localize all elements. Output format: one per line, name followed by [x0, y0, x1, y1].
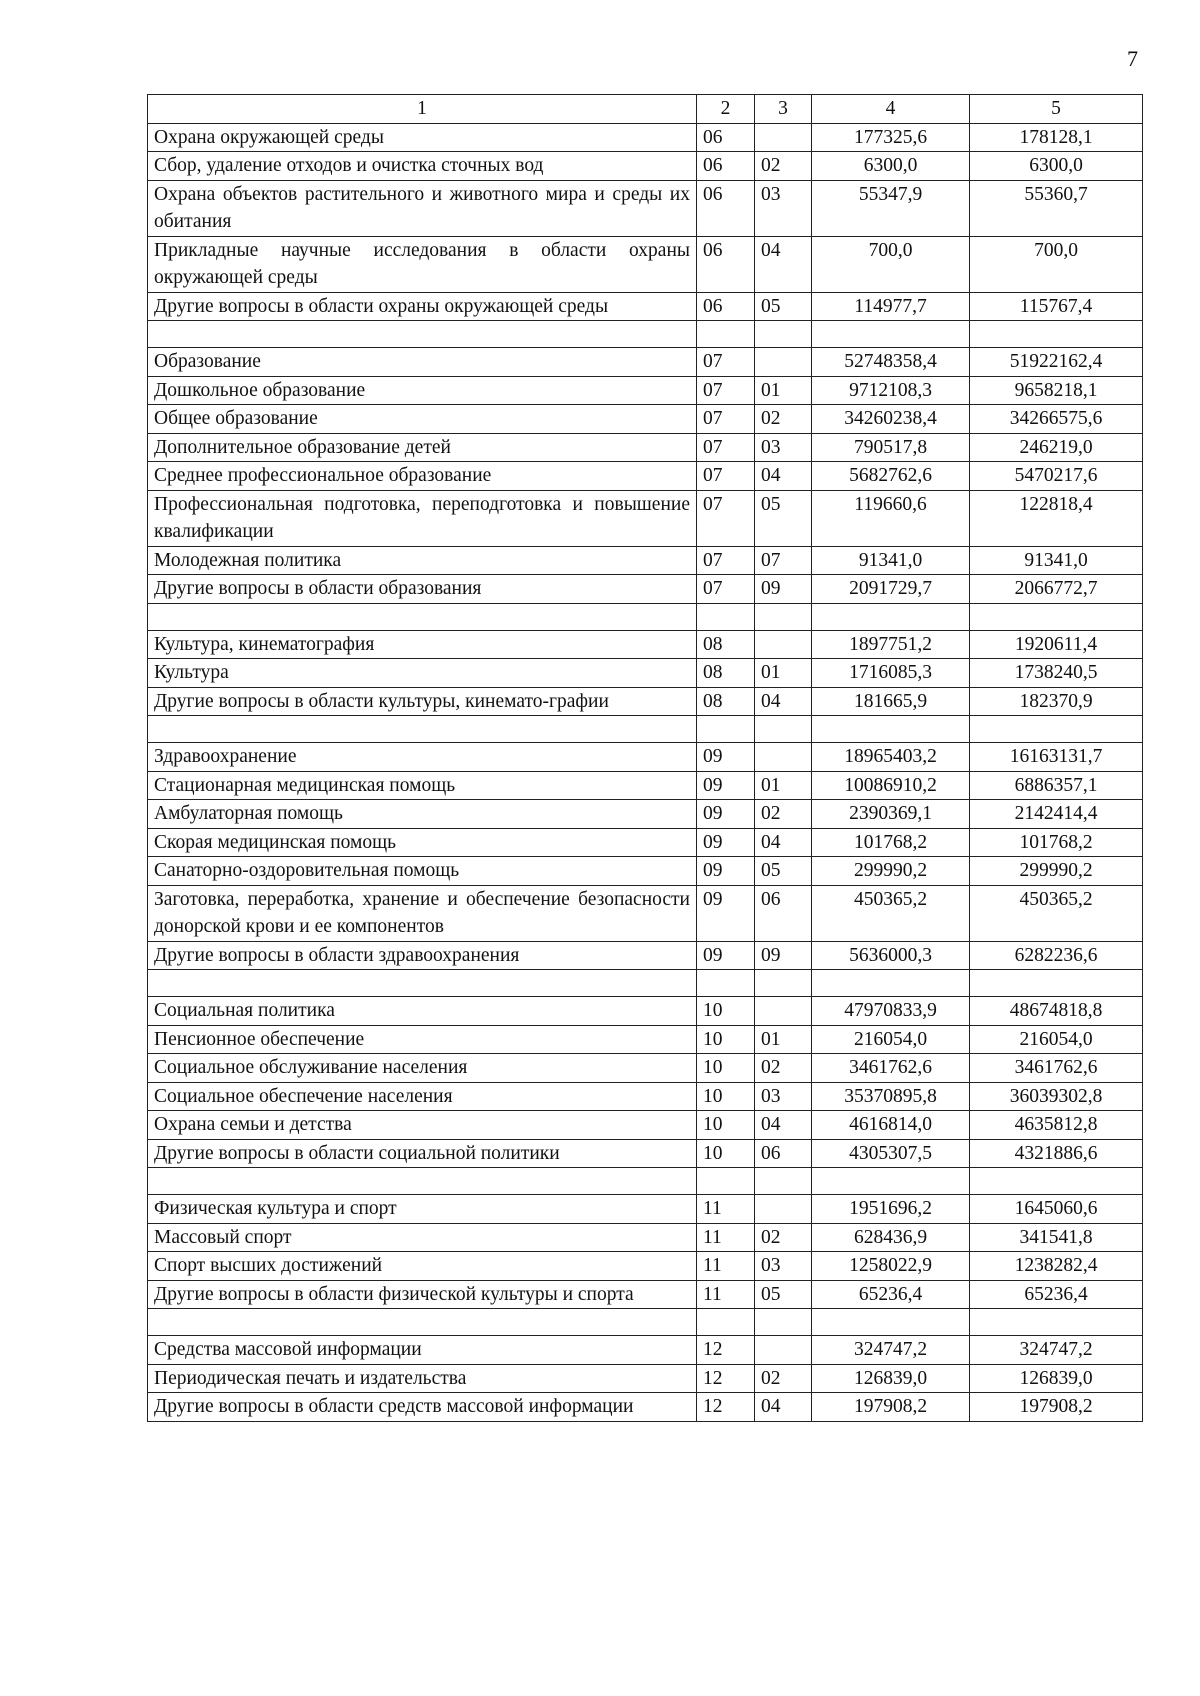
- row-subsection: [755, 997, 812, 1026]
- row-name: Стационарная медицинская помощь: [148, 771, 697, 800]
- row-value-col4: 299990,2: [812, 857, 970, 886]
- table-row: [148, 433, 1143, 462]
- row-section: 12: [697, 1364, 755, 1393]
- row-value-col5: 3461762,6: [970, 1054, 1143, 1083]
- row-name: Другие вопросы в области образования: [148, 575, 697, 604]
- spacer-cell: [812, 321, 970, 348]
- row-subsection: 07: [755, 546, 812, 575]
- row-subsection: 04: [755, 462, 812, 491]
- row-value-col5: 1738240,5: [970, 659, 1143, 688]
- row-section: 11: [697, 1223, 755, 1252]
- row-value-col5: 126839,0: [970, 1364, 1143, 1393]
- table-row: [148, 1336, 1143, 1365]
- table-row: [148, 800, 1143, 829]
- spacer-cell: [755, 321, 812, 348]
- row-subsection: 05: [755, 857, 812, 886]
- row-value-col4: 790517,8: [812, 433, 970, 462]
- row-section: 09: [697, 857, 755, 886]
- row-section: 06: [697, 236, 755, 292]
- page-number: 7: [1127, 46, 1138, 71]
- spacer-cell: [812, 603, 970, 630]
- row-value-col5: 6886357,1: [970, 771, 1143, 800]
- row-value-col5: 36039302,8: [970, 1082, 1143, 1111]
- row-value-col5: 1920611,4: [970, 630, 1143, 659]
- row-subsection: [755, 743, 812, 772]
- row-name: Амбулаторная помощь: [148, 800, 697, 829]
- spacer-cell: [755, 1168, 812, 1195]
- table-row: [148, 1111, 1143, 1140]
- row-name: Социальное обслуживание населения: [148, 1054, 697, 1083]
- table-row: [148, 630, 1143, 659]
- spacer-cell: [970, 321, 1143, 348]
- row-subsection: [755, 123, 812, 152]
- spacer-cell: [812, 970, 970, 997]
- row-value-col4: 52748358,4: [812, 348, 970, 377]
- column-header-3: 3: [755, 95, 812, 124]
- row-value-col4: 324747,2: [812, 1336, 970, 1365]
- row-section: 10: [697, 1054, 755, 1083]
- row-section: 10: [697, 1111, 755, 1140]
- row-value-col5: 4321886,6: [970, 1139, 1143, 1168]
- row-section: 09: [697, 800, 755, 829]
- row-value-col5: 197908,2: [970, 1393, 1143, 1422]
- table-row: [148, 376, 1143, 405]
- row-value-col4: 2390369,1: [812, 800, 970, 829]
- spacer-cell: [970, 1168, 1143, 1195]
- table-row: [148, 1082, 1143, 1111]
- row-name: Санаторно-оздоровительная помощь: [148, 857, 697, 886]
- table-row: [148, 123, 1143, 152]
- table-row: [148, 1195, 1143, 1224]
- row-subsection: 04: [755, 687, 812, 716]
- row-name: Сбор, удаление отходов и очистка сточных вод: [148, 152, 697, 181]
- table-row: [148, 292, 1143, 321]
- row-value-col4: 10086910,2: [812, 771, 970, 800]
- table-row: [148, 490, 1143, 546]
- row-name: Образование: [148, 348, 697, 377]
- row-name: Другие вопросы в области физической культуры и спорта: [148, 1280, 697, 1309]
- table-row: [148, 885, 1143, 941]
- row-subsection: 05: [755, 490, 812, 546]
- table-row: [148, 743, 1143, 772]
- row-section: 07: [697, 462, 755, 491]
- spacer-cell: [755, 716, 812, 743]
- row-name: Другие вопросы в области социальной политики: [148, 1139, 697, 1168]
- spacer-row: [148, 970, 1143, 997]
- row-value-col4: 2091729,7: [812, 575, 970, 604]
- row-value-col5: 51922162,4: [970, 348, 1143, 377]
- row-value-col5: 9658218,1: [970, 376, 1143, 405]
- row-section: 07: [697, 376, 755, 405]
- row-value-col4: 55347,9: [812, 180, 970, 236]
- spacer-cell: [148, 970, 697, 997]
- row-value-col4: 700,0: [812, 236, 970, 292]
- row-value-col4: 101768,2: [812, 828, 970, 857]
- row-value-col5: 700,0: [970, 236, 1143, 292]
- row-subsection: [755, 348, 812, 377]
- row-value-col4: 126839,0: [812, 1364, 970, 1393]
- spacer-cell: [755, 970, 812, 997]
- row-value-col5: 1238282,4: [970, 1252, 1143, 1281]
- row-section: 09: [697, 743, 755, 772]
- row-name: Охрана семьи и детства: [148, 1111, 697, 1140]
- row-subsection: 05: [755, 1280, 812, 1309]
- table-row: [148, 1054, 1143, 1083]
- table-row: [148, 659, 1143, 688]
- row-name: Культура: [148, 659, 697, 688]
- row-subsection: 02: [755, 1054, 812, 1083]
- column-header-5: 5: [970, 95, 1143, 124]
- row-name: Другие вопросы в области здравоохранения: [148, 941, 697, 970]
- row-section: 11: [697, 1195, 755, 1224]
- row-name: Охрана объектов растительного и животного мира и среды их обитания: [148, 180, 697, 236]
- row-name: Физическая культура и спорт: [148, 1195, 697, 1224]
- row-section: 06: [697, 123, 755, 152]
- table-row: [148, 828, 1143, 857]
- row-subsection: 01: [755, 376, 812, 405]
- row-value-col4: 450365,2: [812, 885, 970, 941]
- row-name: Скорая медицинская помощь: [148, 828, 697, 857]
- row-name: Массовый спорт: [148, 1223, 697, 1252]
- row-subsection: 01: [755, 1025, 812, 1054]
- row-section: 10: [697, 1139, 755, 1168]
- row-subsection: 03: [755, 433, 812, 462]
- row-section: 07: [697, 490, 755, 546]
- spacer-cell: [148, 321, 697, 348]
- row-name: Заготовка, переработка, хранение и обеспечение безопасности донорской крови и ее компонентов: [148, 885, 697, 941]
- table-row: [148, 941, 1143, 970]
- spacer-cell: [697, 970, 755, 997]
- row-value-col4: 34260238,4: [812, 405, 970, 434]
- row-value-col4: 1951696,2: [812, 1195, 970, 1224]
- row-value-col5: 341541,8: [970, 1223, 1143, 1252]
- row-value-col4: 6300,0: [812, 152, 970, 181]
- spacer-row: [148, 321, 1143, 348]
- table-row: [148, 997, 1143, 1026]
- row-value-col5: 299990,2: [970, 857, 1143, 886]
- row-name: Пенсионное обеспечение: [148, 1025, 697, 1054]
- row-value-col5: 91341,0: [970, 546, 1143, 575]
- spacer-row: [148, 603, 1143, 630]
- table-row: [148, 1364, 1143, 1393]
- spacer-cell: [148, 1309, 697, 1336]
- row-name: Социальное обеспечение населения: [148, 1082, 697, 1111]
- spacer-row: [148, 1168, 1143, 1195]
- row-subsection: 01: [755, 771, 812, 800]
- row-value-col5: 324747,2: [970, 1336, 1143, 1365]
- table-row: [148, 1393, 1143, 1422]
- row-value-col5: 450365,2: [970, 885, 1143, 941]
- row-section: 06: [697, 292, 755, 321]
- spacer-cell: [755, 1309, 812, 1336]
- spacer-cell: [812, 716, 970, 743]
- row-value-col4: 9712108,3: [812, 376, 970, 405]
- table-row: [148, 405, 1143, 434]
- column-header-2: 2: [697, 95, 755, 124]
- row-name: Другие вопросы в области средств массовой информации: [148, 1393, 697, 1422]
- row-section: 08: [697, 630, 755, 659]
- row-subsection: [755, 1336, 812, 1365]
- row-name: Культура, кинематография: [148, 630, 697, 659]
- row-section: 09: [697, 941, 755, 970]
- row-value-col5: 5470217,6: [970, 462, 1143, 491]
- row-value-col4: 1897751,2: [812, 630, 970, 659]
- row-name: Социальная политика: [148, 997, 697, 1026]
- spacer-cell: [697, 1309, 755, 1336]
- spacer-cell: [970, 1309, 1143, 1336]
- row-subsection: 02: [755, 1364, 812, 1393]
- row-name: Молодежная политика: [148, 546, 697, 575]
- table-row: [148, 857, 1143, 886]
- row-subsection: 02: [755, 405, 812, 434]
- spacer-cell: [970, 970, 1143, 997]
- row-section: 10: [697, 1082, 755, 1111]
- row-value-col4: 114977,7: [812, 292, 970, 321]
- row-subsection: [755, 630, 812, 659]
- column-header-1: 1: [148, 95, 697, 124]
- table-row: [148, 1139, 1143, 1168]
- row-name: Прикладные научные исследования в области охраны окружающей среды: [148, 236, 697, 292]
- row-value-col4: 628436,9: [812, 1223, 970, 1252]
- row-section: 10: [697, 1025, 755, 1054]
- row-value-col5: 216054,0: [970, 1025, 1143, 1054]
- spacer-cell: [148, 603, 697, 630]
- row-name: Дополнительное образование детей: [148, 433, 697, 462]
- row-section: 06: [697, 152, 755, 181]
- row-value-col5: 6300,0: [970, 152, 1143, 181]
- row-value-col4: 181665,9: [812, 687, 970, 716]
- spacer-cell: [970, 603, 1143, 630]
- row-subsection: 06: [755, 885, 812, 941]
- row-value-col5: 115767,4: [970, 292, 1143, 321]
- row-subsection: 04: [755, 1111, 812, 1140]
- row-subsection: 02: [755, 800, 812, 829]
- table-row: [148, 152, 1143, 181]
- spacer-cell: [148, 1168, 697, 1195]
- row-value-col4: 91341,0: [812, 546, 970, 575]
- row-value-col5: 2066772,7: [970, 575, 1143, 604]
- table-row: [148, 687, 1143, 716]
- row-value-col5: 48674818,8: [970, 997, 1143, 1026]
- row-value-col4: 47970833,9: [812, 997, 970, 1026]
- row-subsection: 06: [755, 1139, 812, 1168]
- row-name: Спорт высших достижений: [148, 1252, 697, 1281]
- row-value-col5: 55360,7: [970, 180, 1143, 236]
- row-value-col5: 122818,4: [970, 490, 1143, 546]
- row-section: 07: [697, 433, 755, 462]
- row-name: Среднее профессиональное образование: [148, 462, 697, 491]
- table-row: [148, 1252, 1143, 1281]
- table-row: [148, 575, 1143, 604]
- row-value-col4: 65236,4: [812, 1280, 970, 1309]
- table-row: [148, 771, 1143, 800]
- row-value-col5: 6282236,6: [970, 941, 1143, 970]
- row-value-col5: 4635812,8: [970, 1111, 1143, 1140]
- row-value-col4: 216054,0: [812, 1025, 970, 1054]
- row-subsection: 04: [755, 828, 812, 857]
- row-value-col4: 197908,2: [812, 1393, 970, 1422]
- row-subsection: 09: [755, 575, 812, 604]
- row-section: 10: [697, 997, 755, 1026]
- spacer-cell: [697, 603, 755, 630]
- row-subsection: 04: [755, 1393, 812, 1422]
- row-value-col5: 65236,4: [970, 1280, 1143, 1309]
- row-name: Общее образование: [148, 405, 697, 434]
- row-value-col5: 178128,1: [970, 123, 1143, 152]
- budget-table-body: [148, 95, 1143, 1422]
- row-value-col4: 5636000,3: [812, 941, 970, 970]
- row-value-col4: 5682762,6: [812, 462, 970, 491]
- spacer-cell: [697, 716, 755, 743]
- spacer-cell: [148, 716, 697, 743]
- spacer-cell: [697, 321, 755, 348]
- row-section: 09: [697, 771, 755, 800]
- row-name: Другие вопросы в области охраны окружающей среды: [148, 292, 697, 321]
- table-row: [148, 236, 1143, 292]
- row-section: 07: [697, 546, 755, 575]
- row-section: 09: [697, 828, 755, 857]
- row-subsection: 02: [755, 152, 812, 181]
- row-subsection: 02: [755, 1223, 812, 1252]
- column-header-4: 4: [812, 95, 970, 124]
- row-value-col4: 4305307,5: [812, 1139, 970, 1168]
- row-section: 08: [697, 659, 755, 688]
- row-subsection: 03: [755, 1082, 812, 1111]
- row-value-col4: 4616814,0: [812, 1111, 970, 1140]
- row-section: 08: [697, 687, 755, 716]
- row-value-col5: 16163131,7: [970, 743, 1143, 772]
- row-section: 11: [697, 1252, 755, 1281]
- row-name: Охрана окружающей среды: [148, 123, 697, 152]
- table-row: [148, 1280, 1143, 1309]
- row-subsection: 01: [755, 659, 812, 688]
- row-subsection: [755, 1195, 812, 1224]
- row-value-col4: 1258022,9: [812, 1252, 970, 1281]
- table-row: [148, 462, 1143, 491]
- row-section: 12: [697, 1336, 755, 1365]
- table-row: [148, 546, 1143, 575]
- row-section: 11: [697, 1280, 755, 1309]
- row-value-col5: 101768,2: [970, 828, 1143, 857]
- row-value-col5: 1645060,6: [970, 1195, 1143, 1224]
- row-name: Другие вопросы в области культуры, кинемато-графии: [148, 687, 697, 716]
- row-name: Профессиональная подготовка, переподготовка и повышение квалификации: [148, 490, 697, 546]
- row-value-col4: 1716085,3: [812, 659, 970, 688]
- row-section: 09: [697, 885, 755, 941]
- row-value-col5: 246219,0: [970, 433, 1143, 462]
- table-row: [148, 180, 1143, 236]
- spacer-cell: [755, 603, 812, 630]
- header-row: [148, 95, 1143, 124]
- spacer-cell: [970, 716, 1143, 743]
- row-subsection: 04: [755, 236, 812, 292]
- row-value-col4: 3461762,6: [812, 1054, 970, 1083]
- row-subsection: 09: [755, 941, 812, 970]
- row-value-col4: 119660,6: [812, 490, 970, 546]
- row-value-col4: 18965403,2: [812, 743, 970, 772]
- row-value-col5: 182370,9: [970, 687, 1143, 716]
- row-value-col5: 2142414,4: [970, 800, 1143, 829]
- spacer-cell: [812, 1168, 970, 1195]
- row-section: 07: [697, 575, 755, 604]
- spacer-row: [148, 716, 1143, 743]
- table-row: [148, 1025, 1143, 1054]
- row-name: Средства массовой информации: [148, 1336, 697, 1365]
- spacer-row: [148, 1309, 1143, 1336]
- table-row: [148, 348, 1143, 377]
- row-name: Дошкольное образование: [148, 376, 697, 405]
- row-value-col4: 177325,6: [812, 123, 970, 152]
- row-name: Здравоохранение: [148, 743, 697, 772]
- spacer-cell: [812, 1309, 970, 1336]
- spacer-cell: [697, 1168, 755, 1195]
- row-value-col4: 35370895,8: [812, 1082, 970, 1111]
- row-name: Периодическая печать и издательства: [148, 1364, 697, 1393]
- row-value-col5: 34266575,6: [970, 405, 1143, 434]
- row-subsection: 03: [755, 1252, 812, 1281]
- row-section: 07: [697, 348, 755, 377]
- row-subsection: 03: [755, 180, 812, 236]
- row-section: 12: [697, 1393, 755, 1422]
- row-section: 07: [697, 405, 755, 434]
- row-subsection: 05: [755, 292, 812, 321]
- budget-table: [147, 94, 1143, 1422]
- row-section: 06: [697, 180, 755, 236]
- table-row: [148, 1223, 1143, 1252]
